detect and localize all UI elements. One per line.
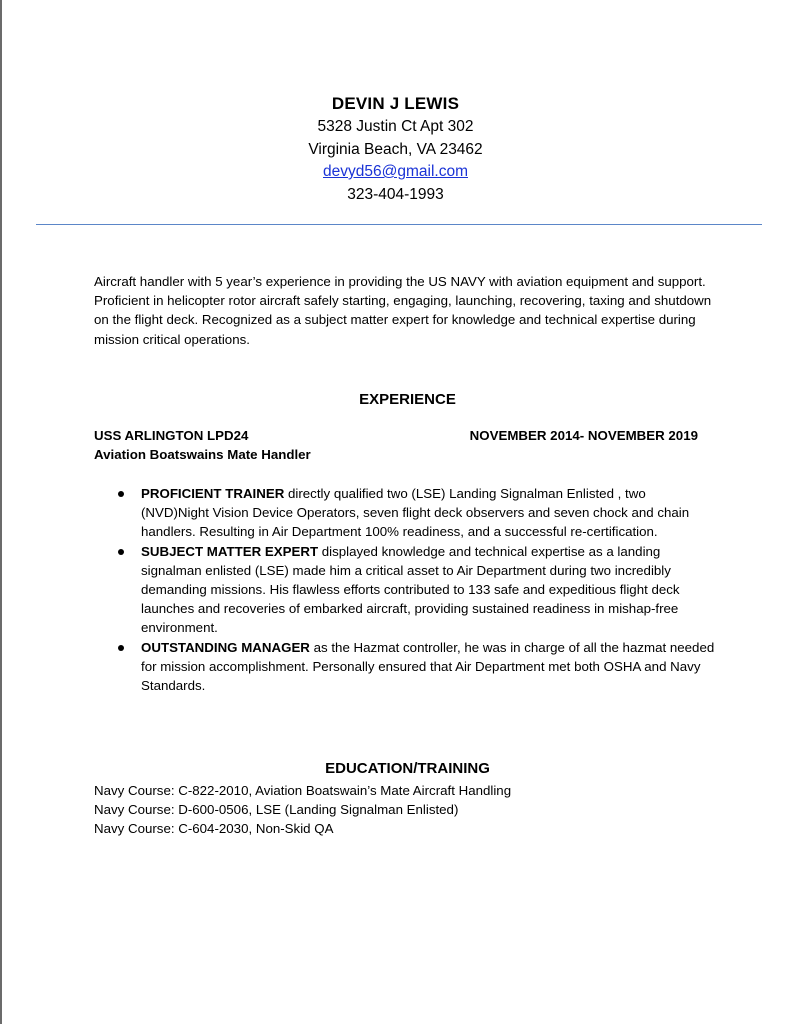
bullet-lead: SUBJECT MATTER EXPERT bbox=[141, 543, 319, 559]
bullet-icon bbox=[118, 491, 124, 497]
experience-bullet bbox=[141, 638, 716, 696]
address-line-1: 5328 Justin Ct Apt 302 bbox=[317, 118, 474, 135]
experience-bullet bbox=[141, 542, 716, 638]
education-item: Navy Course: C-822-2010, Aviation Boatswain’s Mate Aircraft Handling bbox=[94, 783, 512, 798]
address-line-2: Virginia Beach, VA 23462 bbox=[308, 140, 483, 158]
job-employer: USS ARLINGTON LPD24 bbox=[94, 428, 249, 443]
job-employer-row bbox=[94, 426, 698, 445]
education-item: Navy Course: D-600-0506, LSE (Landing Signalman Enlisted) bbox=[94, 802, 459, 818]
resume-header bbox=[0, 92, 791, 206]
experience-bullet bbox=[141, 484, 716, 542]
bullet-lead: OUTSTANDING MANAGER bbox=[141, 639, 310, 655]
job-dates: NOVEMBER 2014- NOVEMBER 2019 bbox=[469, 428, 698, 443]
bullet-text: as the Hazmat controller, he was in charge of all the hazmat needed for mission accomplishment. Personally ensured that Air Department met both OSHA and Navy Standards. bbox=[141, 639, 715, 694]
experience-bullet-list bbox=[141, 484, 716, 695]
experience-heading: EXPERIENCE bbox=[359, 391, 456, 408]
candidate-name: DEVIN J LEWIS bbox=[331, 94, 460, 113]
phone-number: 323-404-1993 bbox=[347, 185, 444, 203]
education-list bbox=[94, 781, 511, 839]
email-link[interactable]: devyd56@gmail.com bbox=[323, 163, 468, 180]
bullet-icon bbox=[118, 549, 124, 555]
job-title: Aviation Boatswains Mate Handler bbox=[94, 447, 311, 462]
email-row bbox=[0, 161, 791, 184]
bullet-icon bbox=[118, 645, 124, 651]
bullet-text: displayed knowledge and technical expertise as a landing signalman enlisted (LSE) made him a critical asset to Air Department during two incredibly demanding missions. His flawless efforts contributed to 133 safe and expeditious flight deck launches and recoveries of embarked aircraft, providing sustained readiness in mishap-free environment. bbox=[141, 543, 680, 636]
bullet-text: directly qualified two (LSE) Landing Signalman Enlisted , two (NVD)Night Vision Device Operators, seven flight deck observers and seven chock and chain handlers. Resulting in Air Department 100% readiness, and a successful re-certification. bbox=[141, 486, 690, 540]
education-item: Navy Course: C-604-2030, Non-Skid QA bbox=[94, 821, 334, 837]
header-divider bbox=[36, 224, 762, 225]
summary-paragraph: Aircraft handler with 5 year’s experience in providing the US NAVY with aviation equipment and support. Proficient in helicopter rotor aircraft safely starting, engaging, launching, recovering, taxing and shutdown on the flight deck. Recognized as a subject matter expert for knowledge and technical expertise during mission critical operations. bbox=[94, 274, 712, 347]
bullet-lead: PROFICIENT TRAINER bbox=[141, 486, 285, 501]
education-heading: EDUCATION/TRAINING bbox=[325, 760, 490, 777]
